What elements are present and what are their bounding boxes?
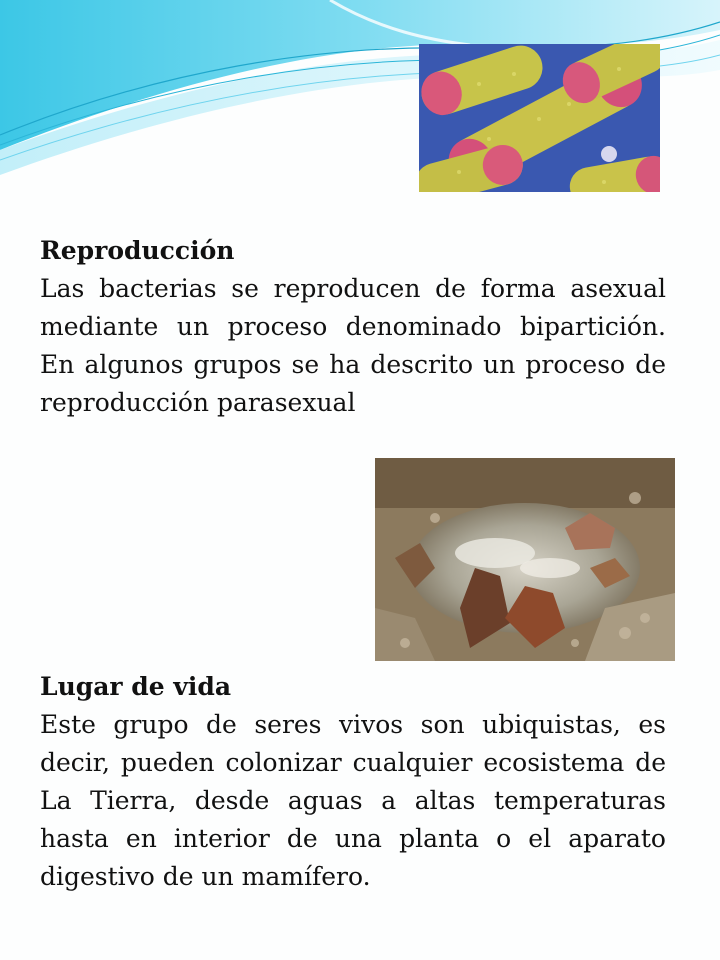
bacteria-micrograph-icon [419,44,660,192]
body-lugar-de-vida: Este grupo de seres vivos son ubiquistas, es decir, pueden colonizar cualquier ecosistema de La Tierra, desde aguas a altas temperaturas hasta en interior de una planta o el aparato digestivo de un mamífero. [40,710,666,891]
heading-lugar-de-vida: Lugar de vida [40,672,232,701]
section-reproduccion [40,232,666,422]
body-reproduccion: Las bacterias se reproducen de forma asexual mediante un proceso denominado bipartición. En algunos grupos se ha descrito un proceso de reproducción parasexual [40,274,666,417]
hot-spring-photo-icon [375,458,675,661]
heading-reproduccion: Reproducción [40,236,235,265]
section-lugar-de-vida [40,668,666,896]
